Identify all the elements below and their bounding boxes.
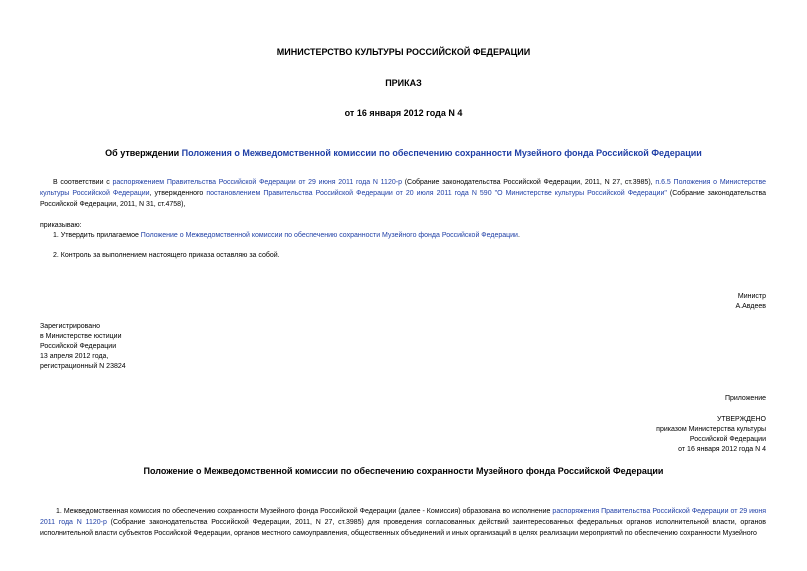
appendix-by-order: приказом Министерства культуры	[656, 426, 766, 433]
preamble-paragraph	[40, 177, 766, 210]
order-item-2: 2. Контроль за выполнением настоящего приказа оставляю за собой.	[53, 252, 280, 259]
regulation-p1-text-2: (Собрание законодательства Российской Федерации, 2011, N 27, ст.3985) для проведения согласованных действий заинтересованных федеральных органов исполнительной власти, органов исполнительной власти субъектов Российской Федерации, органов местного самоуправления, общественных объединений и иных организаций в целях реализации мероприятий по обеспечению сохранности Музейного	[40, 519, 766, 537]
appendix-date: от 16 января 2012 года N 4	[678, 446, 766, 453]
regulation-title-link[interactable]: Положения о Межведомственной комиссии по обеспечению сохранности Музейного фонда Российской Федерации	[181, 148, 702, 158]
order-item-1	[53, 231, 520, 241]
preamble-text-2: (Собрание законодательства Российской Федерации, 2011, N 27, ст.3985),	[401, 179, 656, 186]
regulation-heading: Положение о Межведомственной комиссии по обеспечению сохранности Музейного фонда Российской Федерации	[143, 466, 664, 476]
appendix-approved: УТВЕРЖДЕНО	[716, 416, 766, 423]
government-order-link[interactable]: распоряжением Правительства Российской Федерации от 29 июня 2011 года N 1120-р	[112, 179, 402, 186]
order-item-1-end: .	[517, 232, 520, 239]
registration-block	[40, 322, 126, 372]
order-item-1-text: 1. Утвердить прилагаемое	[53, 232, 141, 239]
registration-line: регистрационный N 23824	[40, 363, 126, 370]
preamble-text-3: , утвержденного	[149, 190, 207, 197]
order-title-prefix: Об утверждении	[105, 148, 182, 158]
ministry-heading: МИНИСТЕРСТВО КУЛЬТУРЫ РОССИЙСКОЙ ФЕДЕРАЦИИ	[276, 47, 531, 57]
appendix-label: Приложение	[724, 395, 766, 402]
registration-line: Зарегистрировано	[40, 323, 100, 330]
preamble-text-4: (Собрание законодательства Российской Федерации, 2011, N 31, ст.4758),	[40, 190, 767, 208]
regulation-paragraph-1	[40, 506, 766, 539]
doc-type-heading: ПРИКАЗ	[385, 78, 422, 88]
government-decree-link[interactable]: постановлением Правительства Российской Федерации от 20 июля 2011 года N 590 "О Министерстве культуры Российской Федерации"	[206, 190, 667, 197]
order-word: приказываю:	[40, 222, 82, 229]
regulation-p1-text-1: 1. Межведомственная комиссия по обеспечению сохранности Музейного фонда Российской Федерации (далее - Комиссия) образована во исполнение	[56, 508, 553, 515]
preamble-text-1: В соответствии с	[53, 179, 113, 186]
regulation-approval-link[interactable]: Положение о Межведомственной комиссии по обеспечению сохранности Музейного фонда Российской Федерации	[140, 232, 518, 239]
order-title	[0, 148, 807, 159]
registration-line: в Министерстве юстиции	[40, 333, 122, 340]
registration-line: Российской Федерации	[40, 343, 117, 350]
order-date-number: от 16 января 2012 года N 4	[344, 108, 463, 118]
appendix-country: Российской Федерации	[689, 436, 766, 443]
registration-line: 13 апреля 2012 года,	[40, 353, 109, 360]
ministry-regulation-point-link[interactable]: п.6.5 Положения о Министерстве культуры Российской Федерации	[40, 179, 766, 197]
signature-position: Министр	[737, 293, 766, 300]
signature-name: А.Авдеев	[735, 303, 766, 310]
regulation-government-order-link[interactable]: распоряжения Правительства Российской Федерации от 29 июня 2011 года N 1120-р	[40, 508, 767, 526]
